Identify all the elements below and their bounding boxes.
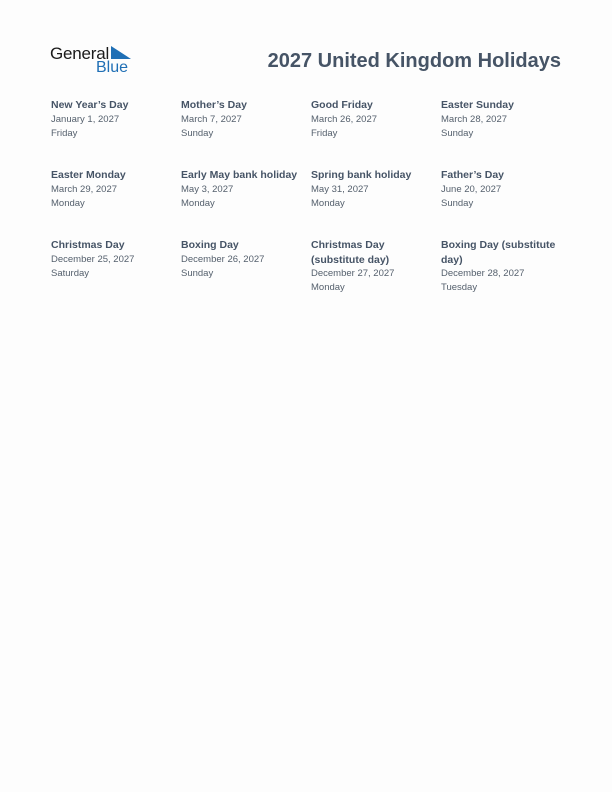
- holiday-grid: [51, 98, 571, 308]
- holiday-item: [441, 98, 571, 168]
- holiday-item: [51, 168, 181, 238]
- holiday-name: New Year’s Day: [51, 99, 129, 111]
- holiday-name: Early May bank holiday: [181, 169, 298, 181]
- logo-text-blue: Blue: [96, 59, 129, 76]
- logo-text-general: General: [50, 44, 110, 63]
- holiday-weekday: Sunday: [441, 127, 474, 139]
- holiday-date: December 27, 2027: [311, 268, 395, 279]
- holiday-weekday: Monday: [181, 197, 215, 209]
- holiday-weekday: Monday: [311, 282, 345, 293]
- holiday-item: [311, 98, 441, 168]
- holiday-item: [181, 238, 311, 308]
- holiday-weekday: Monday: [51, 197, 85, 209]
- holiday-item: [311, 168, 441, 238]
- holiday-name: Boxing Day (substitute day): [441, 239, 556, 266]
- holiday-date: June 20, 2027: [441, 183, 502, 195]
- holiday-date: March 7, 2027: [181, 113, 242, 125]
- holiday-name: Good Friday: [311, 99, 373, 111]
- holiday-item: [311, 238, 441, 308]
- holiday-date: March 26, 2027: [311, 113, 378, 125]
- holiday-weekday: Sunday: [181, 267, 214, 279]
- holiday-name: Christmas Day: [51, 239, 125, 251]
- holiday-name: Mother’s Day: [181, 99, 247, 111]
- holiday-date: December 25, 2027: [51, 253, 135, 265]
- holiday-item: [51, 238, 181, 308]
- page-title: 2027 United Kingdom Holidays: [267, 50, 561, 72]
- holiday-weekday: Monday: [311, 197, 345, 209]
- holiday-name: Boxing Day: [181, 239, 239, 251]
- holiday-item: [51, 98, 181, 168]
- holiday-item: [441, 168, 571, 238]
- holiday-date: December 28, 2027: [441, 268, 525, 279]
- holiday-date: January 1, 2027: [51, 113, 120, 125]
- holiday-weekday: Sunday: [181, 127, 214, 139]
- holiday-name: Easter Sunday: [441, 99, 514, 111]
- holiday-date: May 31, 2027: [311, 183, 369, 195]
- holiday-weekday: Saturday: [51, 267, 90, 279]
- holiday-name: Father’s Day: [441, 169, 505, 181]
- holiday-weekday: Friday: [51, 127, 78, 139]
- holiday-weekday: Friday: [311, 127, 338, 139]
- holiday-weekday: Sunday: [441, 197, 474, 209]
- holiday-weekday: Tuesday: [441, 282, 478, 293]
- holiday-name: Christmas Day (substitute day): [311, 239, 390, 266]
- holiday-date: March 28, 2027: [441, 113, 508, 125]
- holiday-item: [441, 238, 571, 308]
- holiday-date: March 29, 2027: [51, 183, 118, 195]
- holiday-item: [181, 98, 311, 168]
- holiday-name: Easter Monday: [51, 169, 126, 181]
- holiday-date: December 26, 2027: [181, 253, 265, 265]
- logo: [50, 44, 140, 78]
- holiday-date: May 3, 2027: [181, 183, 234, 195]
- holiday-name: Spring bank holiday: [311, 169, 412, 181]
- holiday-item: [181, 168, 311, 238]
